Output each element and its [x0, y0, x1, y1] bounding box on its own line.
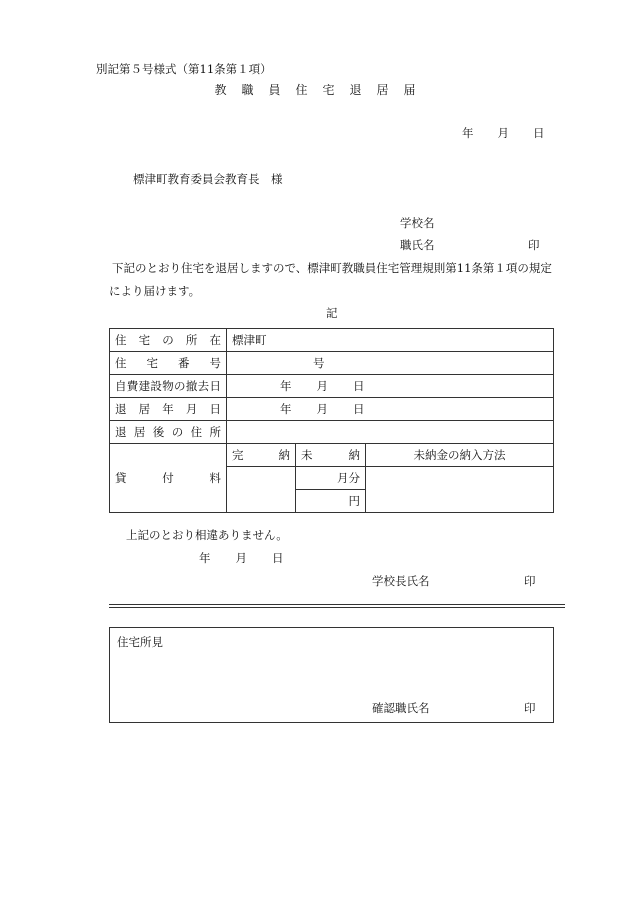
confirmer-name-label: 確認職氏名: [372, 701, 430, 715]
body-text-line-2: により届けます。: [109, 284, 201, 298]
value-house-number[interactable]: 号: [227, 352, 554, 375]
label-new-address: 退居後の住所: [110, 421, 227, 444]
removal-day: 日: [353, 379, 365, 393]
staff-name-label: 職氏名: [400, 238, 435, 252]
divider-line-top: [109, 604, 565, 605]
applicant-seal: 印: [528, 238, 540, 252]
move-out-month: 月: [316, 402, 328, 416]
rent-method-value[interactable]: [366, 467, 554, 513]
housing-opinion-box[interactable]: [109, 627, 554, 723]
removal-month: 月: [316, 379, 328, 393]
table-row-removal-date: [110, 375, 554, 398]
move-out-year: 年: [280, 402, 292, 416]
rent-paid-header: 完 納: [227, 444, 296, 467]
table-row-new-address: [110, 421, 554, 444]
date-month: 月: [497, 126, 509, 140]
date-year: 年: [462, 126, 474, 140]
table-row-move-out-date: [110, 398, 554, 421]
rent-unpaid-yen[interactable]: 円: [296, 490, 366, 513]
value-location[interactable]: 標津町: [227, 329, 554, 352]
table-row-rent-header: [110, 444, 554, 467]
label-location: 住宅の所在: [110, 329, 227, 352]
rent-unpaid-header: 未 納: [296, 444, 366, 467]
ki-heading: 記: [326, 306, 338, 320]
label-removal-date: 自費建設物の撤去日: [110, 375, 227, 398]
confirm-day: 日: [272, 551, 284, 565]
label-rent: 貸付料: [110, 444, 227, 513]
table-row-house-number: [110, 352, 554, 375]
removal-year: 年: [280, 379, 292, 393]
addressee: 標津町教育委員会教育長 様: [133, 172, 283, 186]
value-move-out-date[interactable]: [227, 398, 554, 421]
confirm-month: 月: [235, 551, 247, 565]
value-removal-date[interactable]: [227, 375, 554, 398]
confirmation-text: 上記のとおり相違ありません。: [126, 528, 288, 542]
document-title: 教職員住宅退居届: [214, 83, 431, 97]
value-new-address[interactable]: [227, 421, 554, 444]
rent-method-header: 未納金の納入方法: [366, 444, 554, 467]
label-move-out-date: 退居年月日: [110, 398, 227, 421]
submission-date: [462, 128, 545, 140]
confirmer-seal: 印: [524, 701, 536, 715]
label-house-number: 住宅番号: [110, 352, 227, 375]
confirmation-date: [199, 553, 284, 565]
rent-paid-value[interactable]: [227, 467, 296, 513]
housing-details-table: [109, 328, 554, 513]
divider-line-bottom: [109, 607, 565, 608]
principal-seal: 印: [524, 574, 536, 588]
confirm-year: 年: [199, 551, 211, 565]
table-row-location: [110, 329, 554, 352]
housing-opinion-label: 住宅所見: [117, 635, 163, 649]
principal-name-label: 学校長氏名: [372, 574, 430, 588]
body-text-line-1: 下記のとおり住宅を退居しますので、標津町教職員住宅管理規則第11条第１項の規定: [112, 261, 552, 275]
rent-unpaid-months[interactable]: 月分: [296, 467, 366, 490]
school-name-label: 学校名: [400, 216, 435, 230]
form-number: 別記第５号様式（第11条第１項）: [96, 62, 272, 76]
move-out-day: 日: [353, 402, 365, 416]
date-day: 日: [533, 126, 545, 140]
